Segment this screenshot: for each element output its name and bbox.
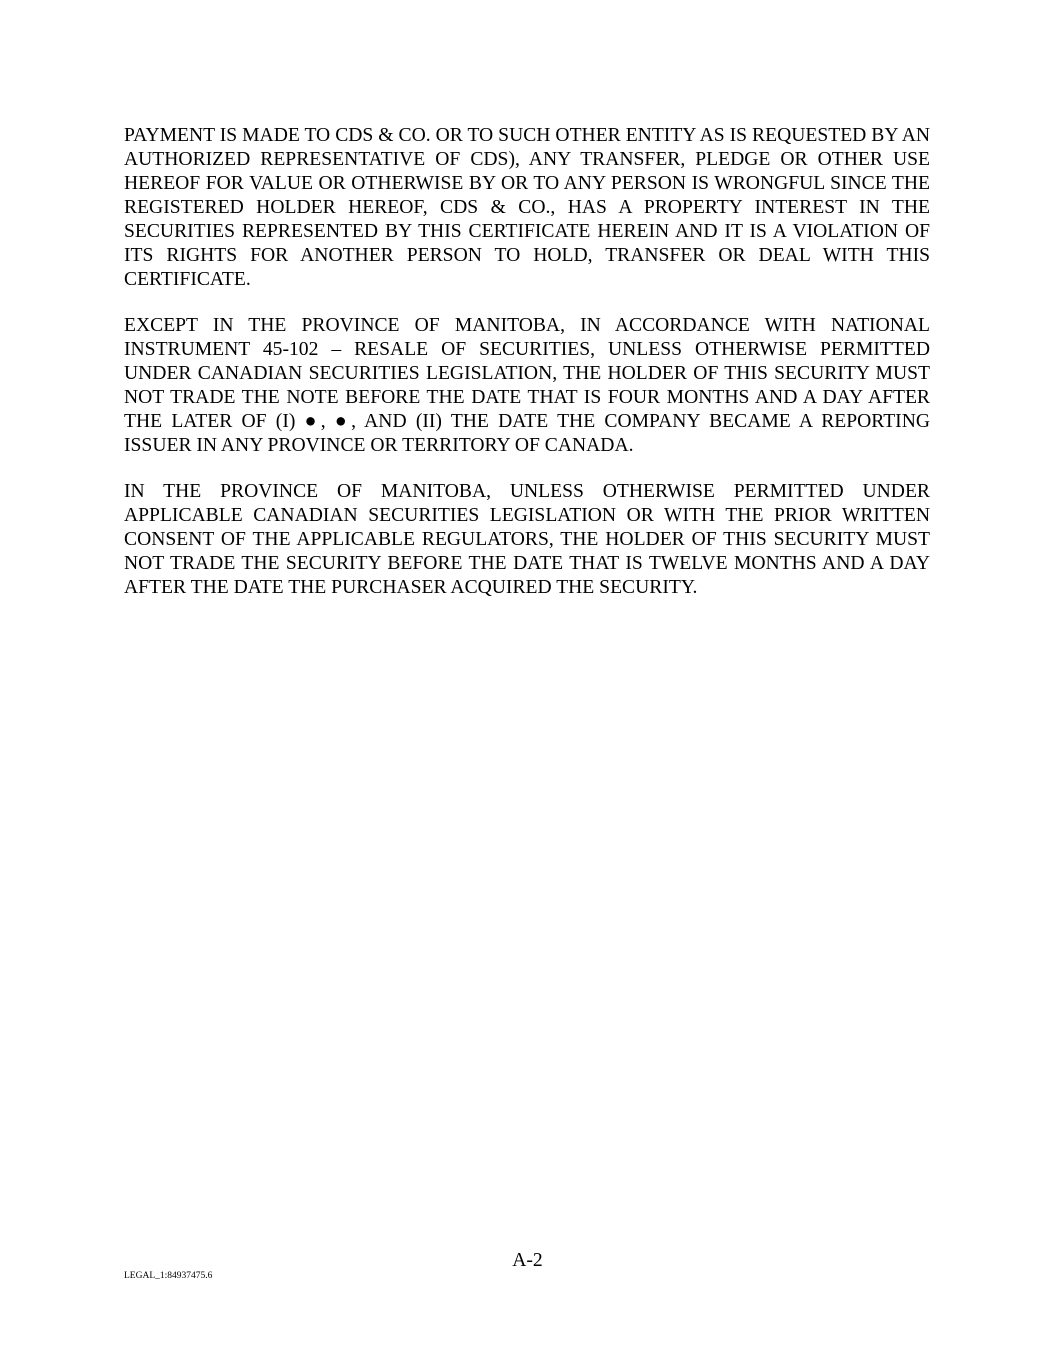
paragraph-resale-restriction: EXCEPT IN THE PROVINCE OF MANITOBA, IN ACCORDANCE WITH NATIONAL INSTRUMENT 45-102 – RESALE OF SECURITIES, UNLESS OTHERWISE PERMITTED UNDER CANADIAN SECURITIES LEGISLATION, THE HOLDER OF THIS SECURITY MUST NOT TRADE THE NOTE BEFORE THE DATE THAT IS FOUR MONTHS AND A DAY AFTER THE LATER OF (I) ●, ●, AND (II) THE DATE THE COMPANY BECAME A REPORTING ISSUER IN ANY PROVINCE OR TERRITORY OF CANADA. [124, 315, 930, 456]
document-body [124, 124, 930, 622]
document-id: LEGAL_1:84937475.6 [124, 1271, 213, 1281]
paragraph-manitoba-restriction: IN THE PROVINCE OF MANITOBA, UNLESS OTHERWISE PERMITTED UNDER APPLICABLE CANADIAN SECURITIES LEGISLATION OR WITH THE PRIOR WRITTEN CONSENT OF THE APPLICABLE REGULATORS, THE HOLDER OF THIS SECURITY MUST NOT TRADE THE SECURITY BEFORE THE DATE THAT IS TWELVE MONTHS AND A DAY AFTER THE DATE THE PURCHASER ACQUIRED THE SECURITY. [124, 481, 930, 598]
paragraph-cds-transfer: PAYMENT IS MADE TO CDS & CO. OR TO SUCH OTHER ENTITY AS IS REQUESTED BY AN AUTHORIZED REPRESENTATIVE OF CDS), ANY TRANSFER, PLEDGE OR OTHER USE HEREOF FOR VALUE OR OTHERWISE BY OR TO ANY PERSON IS WRONGFUL SINCE THE REGISTERED HOLDER HEREOF, CDS & CO., HAS A PROPERTY INTEREST IN THE SECURITIES REPRESENTED BY THIS CERTIFICATE HEREIN AND IT IS A VIOLATION OF ITS RIGHTS FOR ANOTHER PERSON TO HOLD, TRANSFER OR DEAL WITH THIS CERTIFICATE. [124, 125, 930, 290]
page-number: A-2 [512, 1250, 543, 1271]
